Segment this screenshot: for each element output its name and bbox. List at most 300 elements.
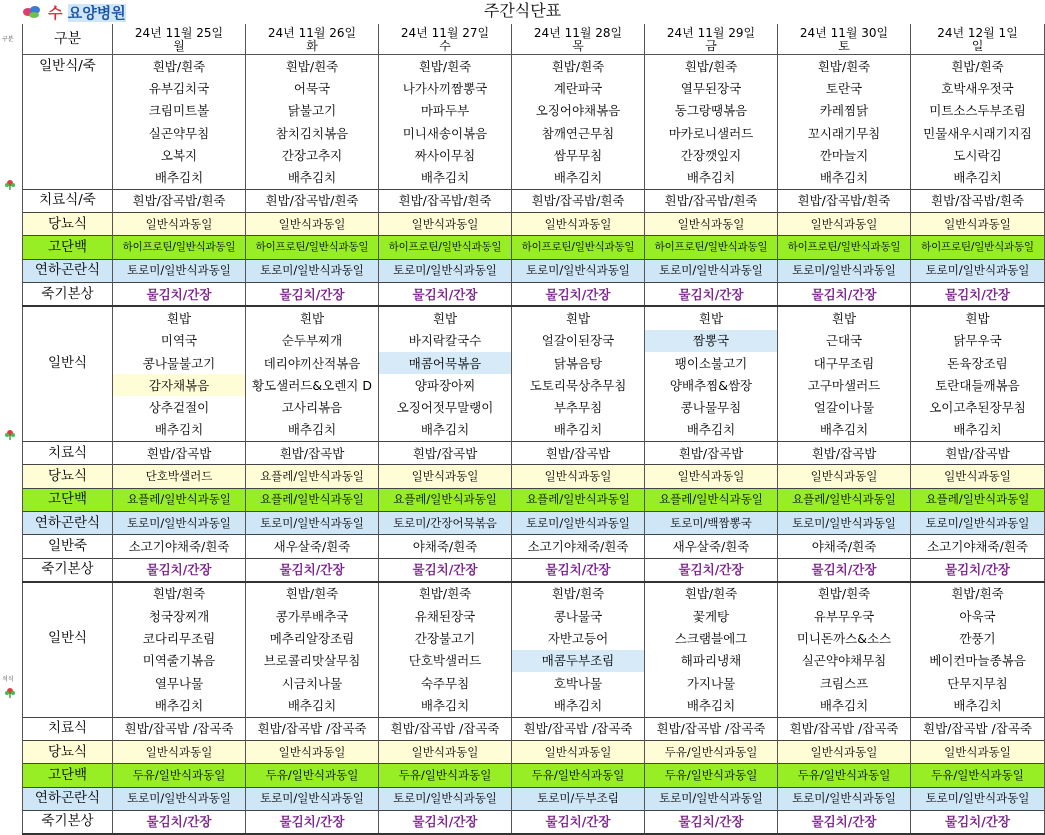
- menu-cell: 물김치/간장: [512, 558, 645, 582]
- menu-cell: 흰밥/잡곡밥/흰죽: [512, 189, 645, 212]
- row-label: [23, 122, 113, 144]
- menu-cell: 흰밥: [113, 306, 246, 329]
- menu-cell: 토로미/백짬뽕국: [645, 511, 778, 534]
- menu-cell: 스크램블에그: [645, 627, 778, 649]
- menu-cell: 흰밥/잡곡밥 /잡곡죽: [246, 717, 379, 740]
- menu-cell: 도토리묵상추무침: [512, 374, 645, 396]
- menu-cell: 짜사이무침: [379, 144, 512, 166]
- menu-cell: 흰밥/흰죽: [512, 55, 645, 78]
- menu-cell: 일반식과동일: [778, 465, 911, 488]
- menu-cell: 마카로니샐러드: [645, 122, 778, 144]
- menu-cell: 하이프로틴/일반식과동일: [911, 236, 1045, 259]
- menu-cell: 고사리볶음: [246, 396, 379, 418]
- dinner-row: [23, 694, 1045, 717]
- menu-cell: 배추김치: [379, 419, 512, 442]
- menu-cell: 미니새송이볶음: [379, 122, 512, 144]
- menu-cell: 물김치/간장: [778, 558, 911, 582]
- menu-cell: 물김치/간장: [246, 282, 379, 306]
- flower-icon: [4, 684, 16, 703]
- menu-cell: 물김치/간장: [512, 282, 645, 306]
- day-weekday: 목: [572, 38, 584, 53]
- menu-cell: 간장불고기: [379, 627, 512, 649]
- row-label: 죽기본상: [23, 810, 113, 834]
- menu-cell: 배추김치: [778, 419, 911, 442]
- menu-cell: 요플레/일반식과동일: [911, 488, 1045, 511]
- menu-cell: 흰밥/흰죽: [512, 582, 645, 605]
- lunch-row: [23, 306, 1045, 329]
- breakfast-row: [23, 166, 1045, 189]
- menu-cell: 배추김치: [113, 166, 246, 189]
- menu-cell: 야채죽/흰죽: [379, 535, 512, 558]
- menu-cell: 참깨연근무침: [512, 122, 645, 144]
- menu-cell: 동그랑땡볶음: [645, 100, 778, 122]
- menu-cell: 쌈무무침: [512, 144, 645, 166]
- day-header-3: [512, 24, 645, 55]
- menu-cell: 토로미/일반식과동일: [246, 511, 379, 534]
- menu-cell: 흰밥: [778, 306, 911, 329]
- menu-cell: 배추김치: [911, 419, 1045, 442]
- menu-cell: 하이프로틴/일반식과동일: [246, 236, 379, 259]
- breakfast-row: [23, 213, 1045, 236]
- menu-cell: 토로미/일반식과동일: [645, 787, 778, 810]
- menu-cell: 카레찜닭: [778, 100, 911, 122]
- row-label: 일반식/죽: [23, 55, 113, 78]
- menu-cell: 물김치/간장: [379, 282, 512, 306]
- row-label: [23, 144, 113, 166]
- menu-cell: 일반식과동일: [379, 213, 512, 236]
- menu-cell: 호박새우젓국: [911, 77, 1045, 99]
- row-label: 죽기본상: [23, 282, 113, 306]
- menu-cell: 흰밥/잡곡밥/흰죽: [911, 189, 1045, 212]
- row-label: [23, 650, 113, 672]
- row-label: [23, 672, 113, 694]
- menu-cell: 크림미트볼: [113, 100, 246, 122]
- menu-cell: 배추김치: [379, 694, 512, 717]
- menu-cell: 닭볶음탕: [512, 352, 645, 374]
- menu-cell: 실곤약야채무침: [778, 650, 911, 672]
- menu-cell: 팽이소불고기: [645, 352, 778, 374]
- day-date: 24년 11월 29일: [666, 25, 756, 40]
- menu-cell: 흰밥/잡곡밥: [778, 442, 911, 465]
- menu-cell: 흰밥/흰죽: [645, 582, 778, 605]
- menu-cell: 흰밥/잡곡밥 /잡곡죽: [778, 717, 911, 740]
- menu-cell: 일반식과동일: [645, 465, 778, 488]
- menu-cell: 두유/일반식과동일: [113, 764, 246, 787]
- menu-cell: 흰밥/잡곡밥/흰죽: [113, 189, 246, 212]
- lunch-row: [23, 442, 1045, 465]
- menu-cell: 흰밥/흰죽: [911, 55, 1045, 78]
- menu-cell: 흰밥/잡곡밥/흰죽: [645, 189, 778, 212]
- dinner-row: [23, 740, 1045, 763]
- dinner-row: [23, 787, 1045, 810]
- menu-cell: 콩나물불고기: [113, 352, 246, 374]
- menu-cell: 일반식과동일: [379, 740, 512, 763]
- row-label: 연하곤란식: [23, 259, 113, 282]
- menu-cell: 토로미/일반식과동일: [911, 259, 1045, 282]
- menu-cell: 흰밥/잡곡밥 /잡곡죽: [911, 717, 1045, 740]
- breakfast-row: [23, 189, 1045, 212]
- menu-cell: 단무지무침: [911, 672, 1045, 694]
- menu-cell: 데리야끼산적볶음: [246, 352, 379, 374]
- flower-icon: [4, 426, 16, 445]
- day-date: 24년 11월 30일: [799, 25, 889, 40]
- menu-cell: 간장고추지: [246, 144, 379, 166]
- menu-cell: 해파리냉채: [645, 650, 778, 672]
- menu-cell: 토로미/일반식과동일: [911, 787, 1045, 810]
- day-weekday: 금: [705, 38, 717, 53]
- day-date: 24년 11월 25일: [134, 25, 224, 40]
- menu-cell: 꽃게탕: [645, 605, 778, 627]
- menu-cell: 흰밥/흰죽: [113, 582, 246, 605]
- menu-cell: 두유/일반식과동일: [645, 740, 778, 763]
- menu-cell: 코다리무조림: [113, 627, 246, 649]
- menu-cell: 오복지: [113, 144, 246, 166]
- menu-cell: 흰밥/잡곡밥: [645, 442, 778, 465]
- menu-cell: 두유/일반식과동일: [379, 764, 512, 787]
- menu-cell: 토로미/간장어묵볶음: [379, 511, 512, 534]
- day-header-2: [379, 24, 512, 55]
- menu-cell: 돈육장조림: [911, 352, 1045, 374]
- menu-cell: 꼬시래기무침: [778, 122, 911, 144]
- menu-cell: 호박나물: [512, 672, 645, 694]
- menu-cell: 야채죽/흰죽: [778, 535, 911, 558]
- menu-cell: 배추김치: [512, 419, 645, 442]
- menu-cell: 양배추찜&쌈장: [645, 374, 778, 396]
- menu-cell: 배추김치: [246, 419, 379, 442]
- menu-cell: 미트소스두부조림: [911, 100, 1045, 122]
- menu-cell: 고구마샐러드: [778, 374, 911, 396]
- menu-cell: 닭불고기: [246, 100, 379, 122]
- menu-cell: 흰밥/잡곡밥: [113, 442, 246, 465]
- row-label: [23, 396, 113, 418]
- row-label: 당뇨식: [23, 740, 113, 763]
- dinner-row: [23, 717, 1045, 740]
- day-header-4: [645, 24, 778, 55]
- menu-cell: 일반식과동일: [246, 740, 379, 763]
- menu-cell: 두유/일반식과동일: [778, 764, 911, 787]
- breakfast-row: [23, 122, 1045, 144]
- menu-cell: 물김치/간장: [246, 810, 379, 834]
- menu-cell: 단호박샐러드: [379, 650, 512, 672]
- menu-cell: 감자채볶음: [113, 374, 246, 396]
- menu-cell: 흰밥/흰죽: [911, 582, 1045, 605]
- menu-cell: 매콤어묵볶음: [379, 352, 512, 374]
- menu-cell: 흰밥/잡곡밥: [379, 442, 512, 465]
- menu-cell: 요플레/일반식과동일: [246, 488, 379, 511]
- menu-cell: 소고기야채죽/흰죽: [113, 535, 246, 558]
- row-label: 치료식: [23, 717, 113, 740]
- row-label: [23, 306, 113, 329]
- menu-cell: 물김치/간장: [246, 558, 379, 582]
- menu-cell: 요플레/일반식과동일: [113, 488, 246, 511]
- menu-cell: 나가사끼짬뽕국: [379, 77, 512, 99]
- breakfast-row: [23, 236, 1045, 259]
- menu-cell: 토로미/일반식과동일: [113, 787, 246, 810]
- menu-cell: 흰밥/흰죽: [379, 55, 512, 78]
- menu-cell: 자반고등어: [512, 627, 645, 649]
- breakfast-row: [23, 259, 1045, 282]
- menu-cell: 크림스프: [778, 672, 911, 694]
- menu-cell: 단호박샐러드: [113, 465, 246, 488]
- menu-cell: 흰밥: [911, 306, 1045, 329]
- dinner-row: [23, 810, 1045, 834]
- menu-cell: 오징어젓무말랭이: [379, 396, 512, 418]
- menu-cell: 메추리알장조림: [246, 627, 379, 649]
- lunch-row: [23, 465, 1045, 488]
- menu-cell: 일반식과동일: [911, 740, 1045, 763]
- menu-cell: 하이프로틴/일반식과동일: [113, 236, 246, 259]
- menu-cell: 일반식과동일: [911, 213, 1045, 236]
- menu-cell: 흰밥/잡곡밥 /잡곡죽: [379, 717, 512, 740]
- menu-cell: 배추김치: [645, 419, 778, 442]
- menu-cell: 일반식과동일: [778, 213, 911, 236]
- menu-cell: 물김치/간장: [113, 810, 246, 834]
- menu-cell: 짬뽕국: [645, 330, 778, 352]
- menu-cell: 토로미/일반식과동일: [911, 511, 1045, 534]
- menu-cell: 하이프로틴/일반식과동일: [379, 236, 512, 259]
- menu-cell: 순두부찌개: [246, 330, 379, 352]
- menu-cell: 토란국: [778, 77, 911, 99]
- menu-cell: 두유/일반식과동일: [645, 764, 778, 787]
- menu-cell: 요플레/일반식과동일: [512, 488, 645, 511]
- menu-cell: 계란파국: [512, 77, 645, 99]
- flower-icon: [4, 176, 16, 195]
- menu-cell: 새우살죽/흰죽: [246, 535, 379, 558]
- menu-cell: 물김치/간장: [113, 558, 246, 582]
- row-label: [23, 694, 113, 717]
- menu-cell: 요플레/일반식과동일: [379, 488, 512, 511]
- menu-cell: 일반식과동일: [512, 213, 645, 236]
- menu-cell: 배추김치: [379, 166, 512, 189]
- menu-cell: 오이고추된장무침: [911, 396, 1045, 418]
- menu-cell: 요플레/일반식과동일: [778, 488, 911, 511]
- day-weekday: 일: [971, 38, 984, 53]
- lunch-row: [23, 352, 1045, 374]
- menu-cell: 열무된장국: [645, 77, 778, 99]
- gubun-header: 구분: [23, 24, 113, 55]
- menu-cell: 토로미/일반식과동일: [778, 259, 911, 282]
- row-label: 일반식: [23, 627, 113, 649]
- menu-cell: 흰밥/흰죽: [778, 582, 911, 605]
- breakfast-row: [23, 55, 1045, 78]
- menu-cell: 상추겉절이: [113, 396, 246, 418]
- row-label: 죽기본상: [23, 558, 113, 582]
- menu-cell: 배추김치: [113, 694, 246, 717]
- lunch-row: [23, 511, 1045, 534]
- menu-cell: 흰밥/흰죽: [113, 55, 246, 78]
- menu-cell: 물김치/간장: [379, 558, 512, 582]
- lunch-row: [23, 488, 1045, 511]
- menu-cell: 닭무우국: [911, 330, 1045, 352]
- menu-cell: 흰밥/흰죽: [246, 55, 379, 78]
- menu-cell: 두유/일반식과동일: [246, 764, 379, 787]
- row-label: 연하곤란식: [23, 787, 113, 810]
- menu-cell: 흰밥/흰죽: [246, 582, 379, 605]
- menu-cell: 흰밥/잡곡밥: [911, 442, 1045, 465]
- menu-cell: 아욱국: [911, 605, 1045, 627]
- menu-cell: 일반식과동일: [113, 740, 246, 763]
- day-header-5: [778, 24, 911, 55]
- menu-cell: 부추무침: [512, 396, 645, 418]
- menu-cell: 일반식과동일: [512, 465, 645, 488]
- row-label: 치료식/죽: [23, 189, 113, 212]
- menu-cell: 흰밥/잡곡밥 /잡곡죽: [113, 717, 246, 740]
- menu-cell: 오징어야채볶음: [512, 100, 645, 122]
- menu-cell: 배추김치: [246, 694, 379, 717]
- menu-cell: 소고기야채죽/흰죽: [911, 535, 1045, 558]
- menu-cell: 일반식과동일: [911, 465, 1045, 488]
- menu-cell: 물김치/간장: [379, 810, 512, 834]
- row-label: [23, 605, 113, 627]
- lunch-row: [23, 396, 1045, 418]
- dinner-row: [23, 627, 1045, 649]
- logo-name-text: 요양병원: [67, 3, 126, 22]
- row-label: [23, 419, 113, 442]
- menu-cell: 토로미/두부조림: [512, 787, 645, 810]
- dinner-row: [23, 672, 1045, 694]
- day-date: 24년 11월 26일: [267, 25, 357, 40]
- menu-cell: 배추김치: [778, 694, 911, 717]
- weekly-menu-table: [22, 24, 1045, 835]
- menu-cell: 얼갈이나물: [778, 396, 911, 418]
- menu-cell: 물김치/간장: [911, 282, 1045, 306]
- day-header-0: [113, 24, 246, 55]
- menu-cell: 토로미/일반식과동일: [512, 259, 645, 282]
- menu-cell: 일반식과동일: [246, 213, 379, 236]
- menu-cell: 어묵국: [246, 77, 379, 99]
- menu-cell: 유부무우국: [778, 605, 911, 627]
- menu-cell: 배추김치: [512, 166, 645, 189]
- menu-cell: 토로미/일반식과동일: [113, 259, 246, 282]
- menu-cell: 흰밥: [512, 306, 645, 329]
- menu-cell: 물김치/간장: [911, 558, 1045, 582]
- menu-cell: 미역국: [113, 330, 246, 352]
- menu-cell: 배추김치: [246, 166, 379, 189]
- day-header-1: [246, 24, 379, 55]
- row-label: [23, 330, 113, 352]
- menu-cell: 물김치/간장: [645, 558, 778, 582]
- menu-cell: 배추김치: [911, 166, 1045, 189]
- menu-cell: 하이프로틴/일반식과동일: [778, 236, 911, 259]
- menu-cell: 배추김치: [512, 694, 645, 717]
- dinner-row: [23, 582, 1045, 605]
- menu-cell: 흰밥: [379, 306, 512, 329]
- day-header-6: [911, 24, 1045, 55]
- menu-cell: 민물새우시래기지짐: [911, 122, 1045, 144]
- menu-cell: 양파장아찌: [379, 374, 512, 396]
- menu-cell: 일반식과동일: [645, 213, 778, 236]
- row-label: 일반죽: [23, 535, 113, 558]
- menu-cell: 일반식과동일: [379, 465, 512, 488]
- breakfast-row: [23, 144, 1045, 166]
- menu-cell: 깐마늘지: [778, 144, 911, 166]
- menu-cell: 유채된장국: [379, 605, 512, 627]
- menu-cell: 하이프로틴/일반식과동일: [512, 236, 645, 259]
- menu-cell: 토로미/일반식과동일: [778, 787, 911, 810]
- day-weekday: 화: [306, 38, 318, 53]
- menu-cell: 대구무조림: [778, 352, 911, 374]
- day-date: 24년 11월 27일: [400, 25, 490, 40]
- row-label: [23, 374, 113, 396]
- day-date: 24년 12월 1일: [937, 25, 1018, 40]
- menu-cell: 도시락김: [911, 144, 1045, 166]
- menu-cell: 일반식과동일: [113, 213, 246, 236]
- lunch-row: [23, 535, 1045, 558]
- menu-cell: 배추김치: [645, 166, 778, 189]
- menu-cell: 참치김치볶음: [246, 122, 379, 144]
- menu-cell: 요플레/일반식과동일: [246, 465, 379, 488]
- header-row: [23, 24, 1045, 55]
- menu-cell: 토로미/일반식과동일: [246, 787, 379, 810]
- row-label: [23, 100, 113, 122]
- menu-cell: 소고기야채죽/흰죽: [512, 535, 645, 558]
- menu-cell: 배추김치: [645, 694, 778, 717]
- menu-cell: 근대국: [778, 330, 911, 352]
- menu-cell: 열무나물: [113, 672, 246, 694]
- menu-cell: 숙주무침: [379, 672, 512, 694]
- menu-cell: 미역줄기볶음: [113, 650, 246, 672]
- menu-cell: 물김치/간장: [113, 282, 246, 306]
- menu-cell: 토란대들깨볶음: [911, 374, 1045, 396]
- menu-cell: 일반식과동일: [778, 740, 911, 763]
- day-weekday: 월: [173, 38, 185, 53]
- menu-cell: 토로미/일반식과동일: [778, 511, 911, 534]
- breakfast-row: [23, 77, 1045, 99]
- menu-cell: 가지나물: [645, 672, 778, 694]
- menu-cell: 콩나물무침: [645, 396, 778, 418]
- menu-cell: 황도샐러드&오렌지 D: [246, 374, 379, 396]
- dinner-row: [23, 764, 1045, 787]
- side-mark-top: 구분: [2, 36, 14, 43]
- menu-cell: 일반식과동일: [512, 740, 645, 763]
- menu-cell: 흰밥/잡곡밥/흰죽: [246, 189, 379, 212]
- menu-cell: 물김치/간장: [645, 810, 778, 834]
- menu-cell: 얼갈이된장국: [512, 330, 645, 352]
- breakfast-row: [23, 282, 1045, 306]
- menu-cell: 흰밥/잡곡밥/흰죽: [778, 189, 911, 212]
- page-title: 주간식단표: [483, 1, 562, 20]
- menu-cell: 물김치/간장: [512, 810, 645, 834]
- menu-cell: 베이컨마늘종볶음: [911, 650, 1045, 672]
- menu-cell: 흰밥/잡곡밥 /잡곡죽: [512, 717, 645, 740]
- menu-cell: 물김치/간장: [911, 810, 1045, 834]
- breakfast-row: [23, 100, 1045, 122]
- menu-cell: 콩나물국: [512, 605, 645, 627]
- menu-cell: 흰밥/잡곡밥: [246, 442, 379, 465]
- menu-cell: 요플레/일반식과동일: [645, 488, 778, 511]
- menu-cell: 흰밥/흰죽: [379, 582, 512, 605]
- menu-cell: 청국장찌개: [113, 605, 246, 627]
- menu-cell: 배추김치: [778, 166, 911, 189]
- menu-cell: 콩가루배추국: [246, 605, 379, 627]
- row-label: 당뇨식: [23, 213, 113, 236]
- menu-cell: 바지락칼국수: [379, 330, 512, 352]
- menu-cell: 하이프로틴/일반식과동일: [645, 236, 778, 259]
- row-label: 연하곤란식: [23, 511, 113, 534]
- menu-cell: 간장깻잎지: [645, 144, 778, 166]
- menu-cell: 매콤두부조림: [512, 650, 645, 672]
- menu-cell: 물김치/간장: [645, 282, 778, 306]
- lunch-row: [23, 558, 1045, 582]
- row-label: 일반식: [23, 352, 113, 374]
- menu-cell: 미니돈까스&소스: [778, 627, 911, 649]
- menu-cell: 배추김치: [911, 694, 1045, 717]
- logo-mark-text: 수: [48, 3, 63, 22]
- day-weekday: 토: [838, 38, 850, 53]
- menu-cell: 흰밥/잡곡밥 /잡곡죽: [645, 717, 778, 740]
- menu-cell: 깐풍기: [911, 627, 1045, 649]
- menu-cell: 토로미/일반식과동일: [246, 259, 379, 282]
